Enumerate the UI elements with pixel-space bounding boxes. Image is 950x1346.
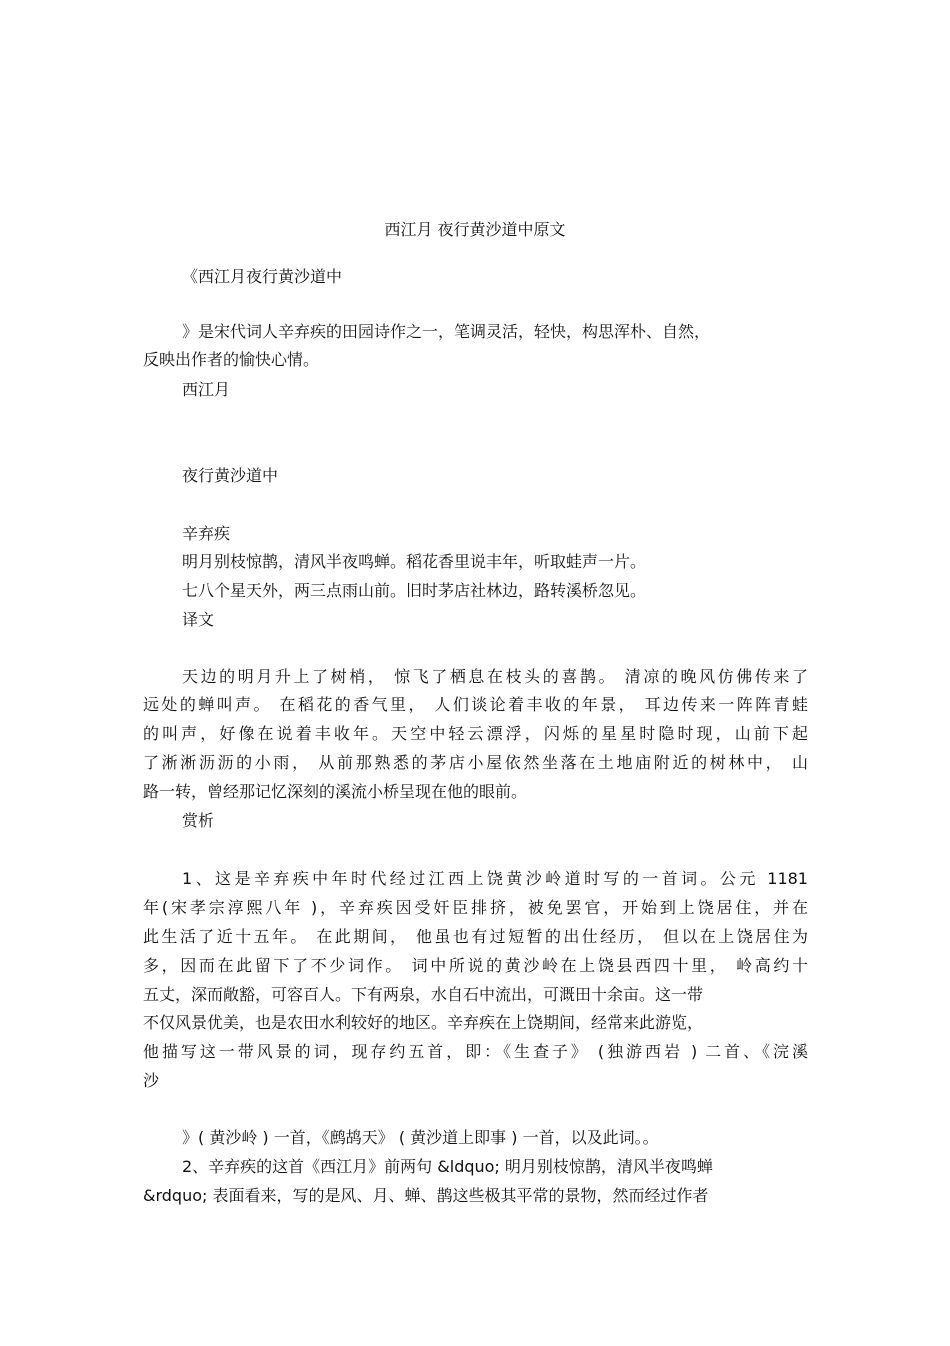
analysis-line: 1、这是辛弃疾中年时代经过江西上饶黄沙岭道时写的一首词。公元 1181 — [182, 869, 808, 888]
analysis-line: &rdquo; 表面看来，写的是风、月、蝉、鹊这些极其平常的景物，然而经过作者 — [143, 1186, 709, 1205]
verse-line: 明月别枝惊鹊，清风半夜鸣蝉。稻花香里说丰年，听取蛙声一片。 — [182, 552, 647, 571]
document-title: 西江月 夜行黄沙道中原文 — [384, 220, 566, 239]
analysis-line: 多，因而在此留下了不少词作。 词中所说的黄沙岭在上饶县西四十里， 岭高约十 — [143, 956, 808, 975]
analysis-line: 此生活了近十五年。 在此期间， 他虽也有过短暂的出仕经历， 但以在上饶居住为 — [143, 927, 808, 946]
translation-line: 的叫声，好像在说着丰收年。天空中轻云漂浮，闪烁的星星时隐时现，山前下起 — [143, 724, 808, 743]
analysis-line: 沙 — [143, 1071, 160, 1090]
analysis-heading: 赏析 — [182, 811, 215, 830]
translation-line: 了淅淅沥沥的小雨， 从前那熟悉的茅店小屋依然坐落在土地庙附近的树林中， 山 — [143, 753, 808, 772]
translation-heading: 译文 — [182, 610, 215, 629]
translation-line: 天边的明月升上了树梢， 惊飞了栖息在枝头的喜鹊。 清凉的晚风仿佛传来了 — [182, 667, 808, 686]
analysis-line: 不仅风景优美，也是农田水利较好的地区。辛弃疾在上饶期间，经常来此游览， — [143, 1013, 704, 1032]
intro-line: 《西江月夜行黄沙道中 — [182, 267, 343, 286]
intro-line: 》是宋代词人辛弃疾的田园诗作之一，笔调灵活，轻快，构思浑朴、自然， — [182, 322, 711, 341]
translation-line: 路一转，曾经那记忆深刻的溪流小桥呈现在他的眼前。 — [143, 782, 528, 801]
poem-subtitle: 夜行黄沙道中 — [182, 466, 279, 485]
poem-name: 西江月 — [182, 380, 231, 399]
analysis-line: 2、辛弃疾的这首《西江月》前两句 &ldquo; 明月别枝惊鹊，清风半夜鸣蝉 — [182, 1157, 713, 1176]
analysis-line: 年(宋孝宗淳熙八年 )，辛弃疾因受奸臣排挤，被免罢官，开始到上饶居住，并在 — [143, 898, 808, 917]
poem-author: 辛弃疾 — [182, 524, 231, 543]
intro-line: 反映出作者的愉快心情。 — [143, 350, 320, 369]
verse-line: 七八个星天外，两三点雨山前。旧时茅店社林边，路转溪桥忽见。 — [182, 581, 647, 600]
analysis-line: 五丈，深而敞豁，可容百人。下有两泉，水自石中流出，可溉田十余亩。这一带 — [143, 985, 704, 1004]
analysis-line: 他描写这一带风景的词，现存约五首，即：《生查子》 (独游西岩 ) 二首、《浣溪 — [143, 1042, 808, 1061]
analysis-line: 》( 黄沙岭 ) 一首，《鹧鸪天》 ( 黄沙道上即事 ) 一首，以及此词。。 — [182, 1128, 659, 1147]
translation-line: 远处的蝉叫声。 在稻花的香气里， 人们谈论着丰收的年景， 耳边传来一阵阵青蛙 — [143, 695, 808, 714]
